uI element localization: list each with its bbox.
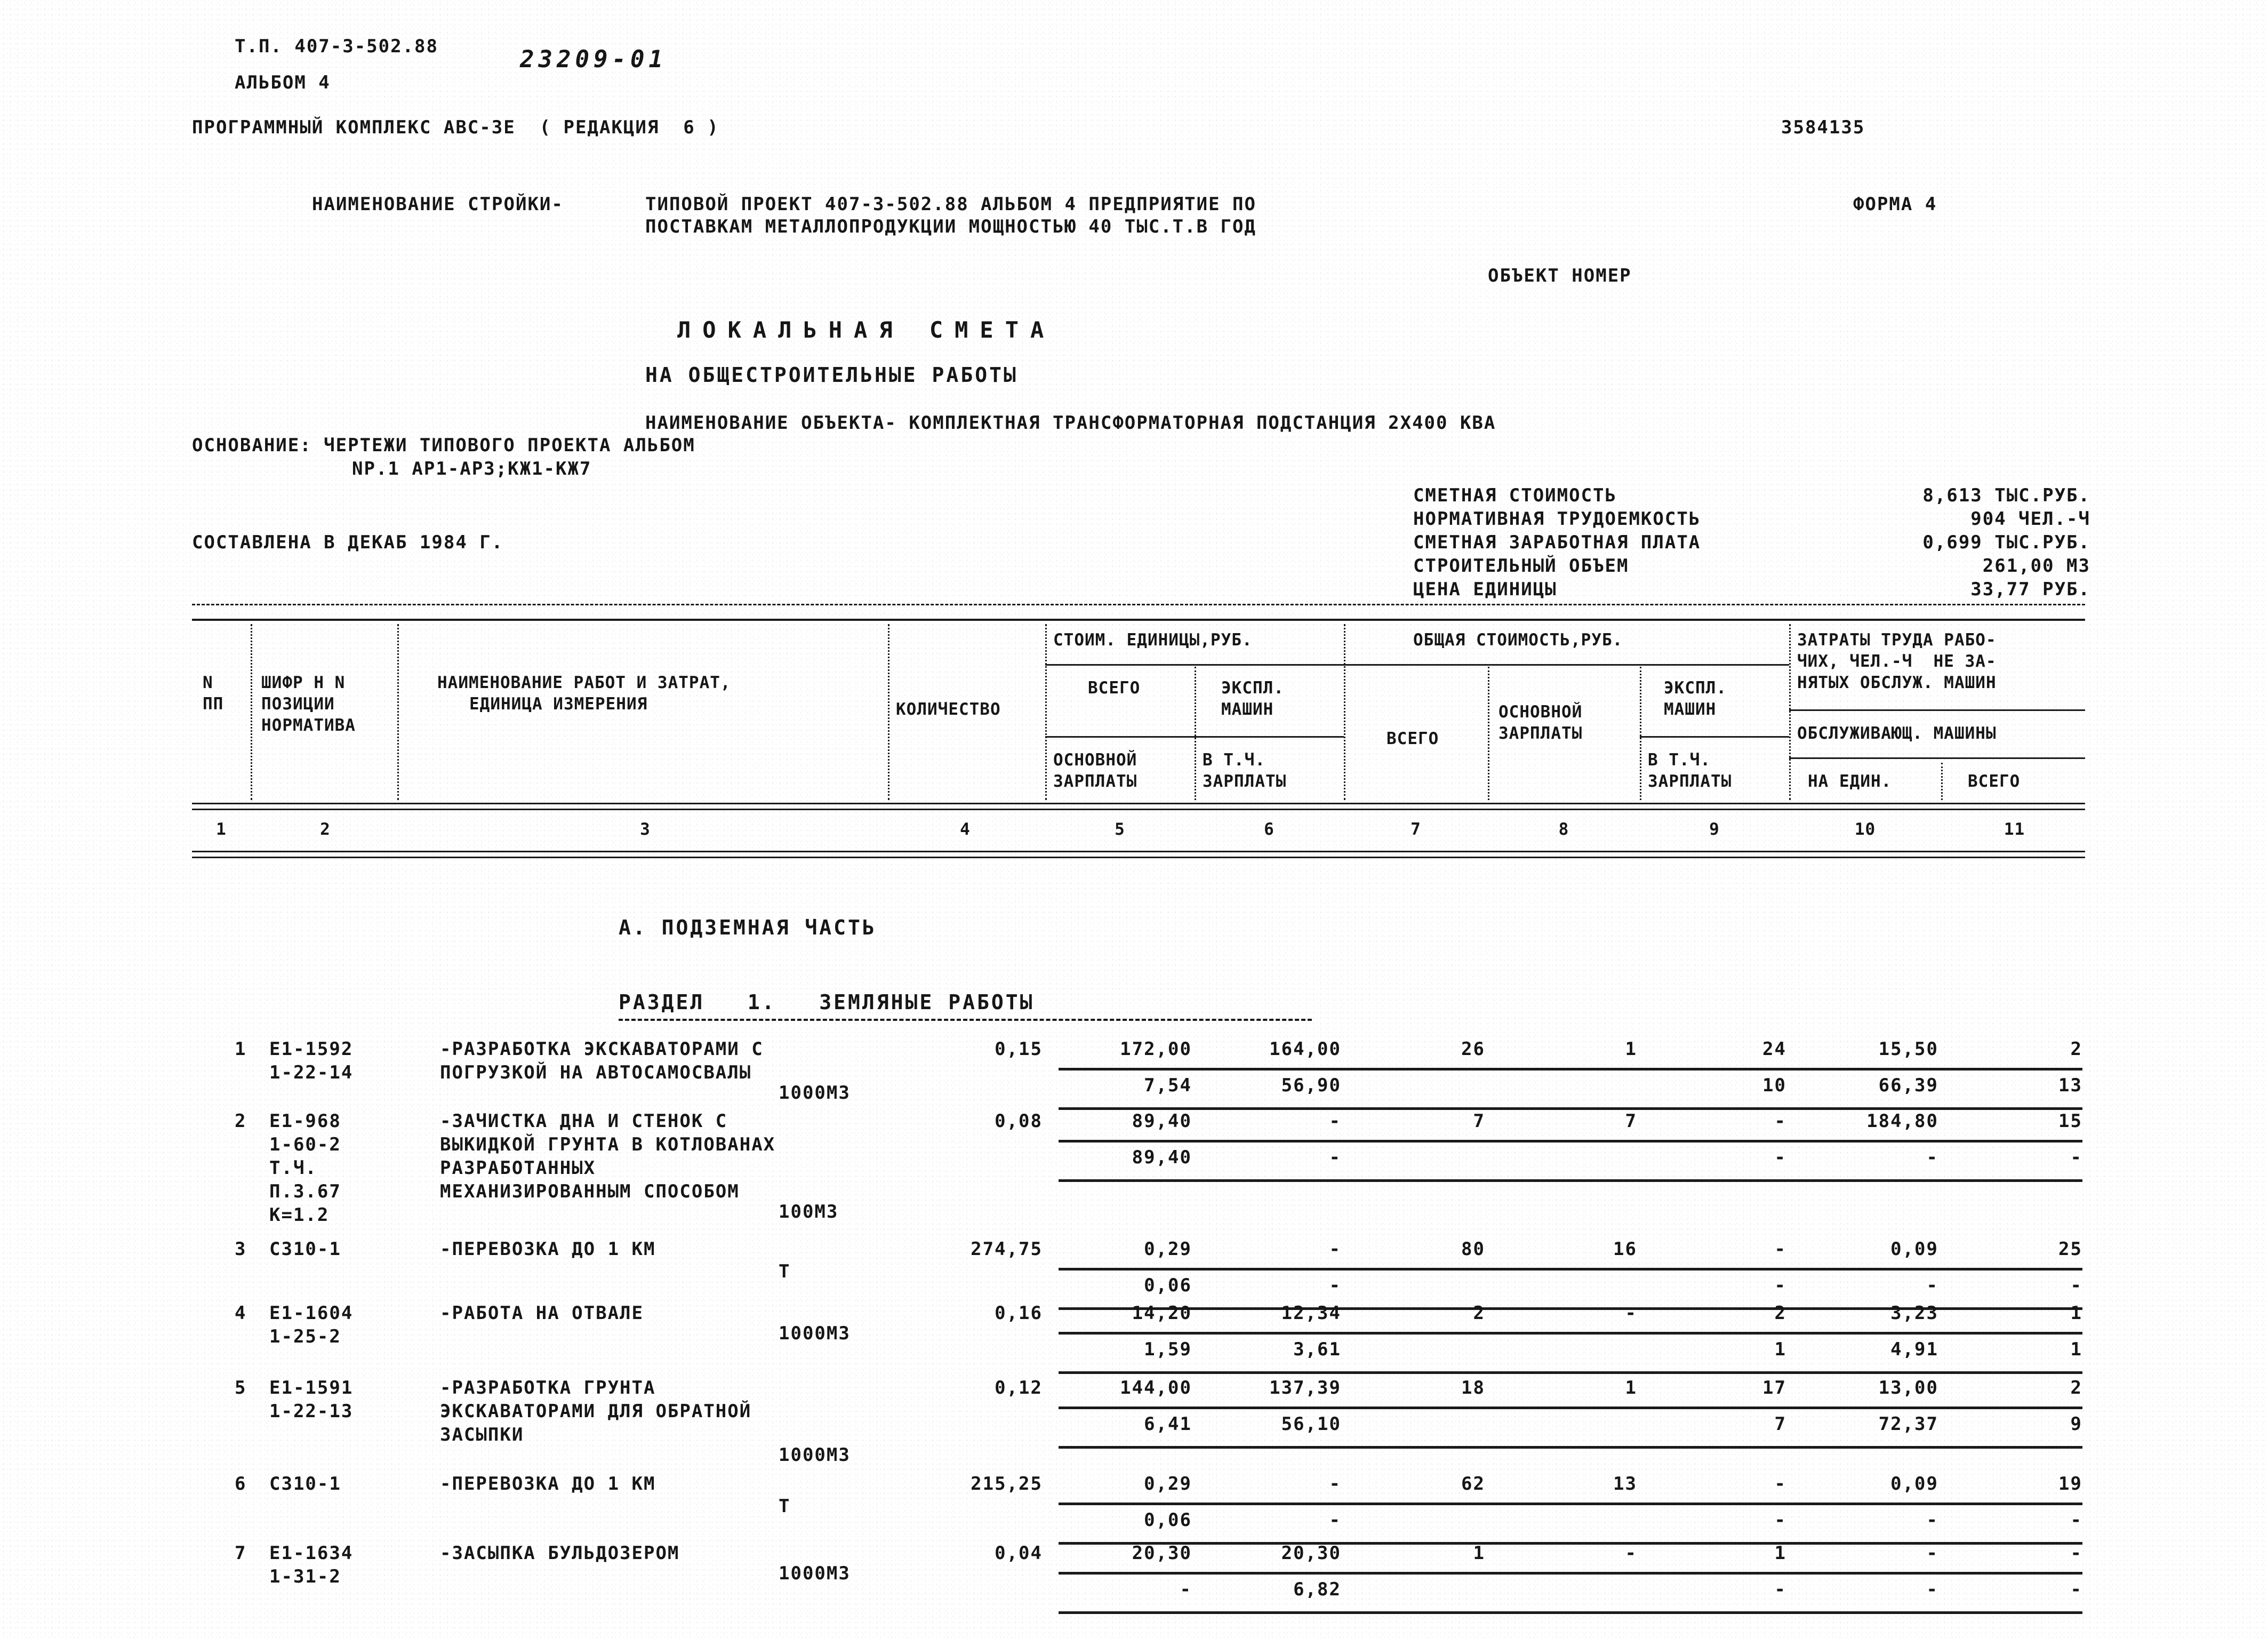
part-title: А. ПОДЗЕМНАЯ ЧАСТЬ [619, 916, 877, 939]
row-unit: 100М3 [779, 1201, 839, 1222]
row-total-wage: - [1625, 1303, 1637, 1324]
labor-group-header: ЧИХ, ЧЕЛ.-Ч НЕ ЗА- [1797, 652, 1997, 671]
row-number: 2 [235, 1110, 247, 1132]
row-unit: 1000М3 [779, 1082, 851, 1104]
col-n-header: N [203, 673, 213, 692]
total-wage-header: ОСНОВНОЙ [1498, 702, 1583, 722]
section-underline [619, 1019, 1312, 1021]
row-total-machines: - [1774, 1110, 1786, 1132]
row-unit-machines: - [1329, 1473, 1341, 1495]
total-machines-header: МАШИН [1664, 700, 1717, 719]
row-total-cost: 26 [1461, 1038, 1485, 1060]
row-quantity: 0,12 [995, 1377, 1043, 1399]
total-machines-header: ЭКСПЛ. [1664, 678, 1727, 698]
row-underline [1059, 1572, 2082, 1575]
row-underline [1059, 1179, 2082, 1182]
row-total-wage: 16 [1613, 1239, 1637, 1260]
header-sub-line [1045, 736, 1344, 738]
row-total-cost: 1 [1473, 1543, 1485, 1564]
program-line: ПРОГРАММНЫЙ КОМПЛЕКС АВС-ЗЕ ( РЕДАКЦИЯ 6 ) [192, 117, 719, 138]
row-labor-per-unit: 13,00 [1878, 1377, 1938, 1399]
row-unit-cost: 20,30 [1132, 1543, 1192, 1564]
row-unit-machines-wage: - [1329, 1275, 1341, 1296]
row-total-machines: 1 [1774, 1543, 1786, 1564]
row-unit-machines-wage: - [1329, 1509, 1341, 1531]
row-number: 7 [235, 1543, 247, 1564]
row-unit-cost-wage: 1,59 [1144, 1339, 1192, 1360]
doc-code: Т.П. 407-3-502.88 [235, 36, 438, 57]
row-labor-total-wage: 13 [2058, 1075, 2082, 1096]
total-header: ВСЕГО [1387, 729, 1439, 748]
unit-wage-header: ЗАРПЛАТЫ [1053, 772, 1137, 791]
summary-value: 0,699 ТЫС.РУБ. [1922, 532, 2090, 553]
row-work-name: РАЗРАБОТАННЫХ [440, 1157, 596, 1179]
row-unit-cost-wage: 7,54 [1144, 1075, 1192, 1096]
row-underline [1059, 1503, 2082, 1505]
row-underline [1059, 1407, 2082, 1409]
doc-stamp: 23209-01 [520, 46, 667, 73]
header-top-rule [192, 604, 2085, 605]
row-total-machines-wage: - [1774, 1579, 1786, 1600]
row-unit-machines: - [1329, 1110, 1341, 1132]
header-top-line [192, 619, 2085, 621]
document-title: ЛОКАЛЬНАЯ СМЕТА [677, 317, 1056, 343]
row-labor-total-wage: - [2070, 1275, 2082, 1296]
row-labor-per-unit-wage: - [1926, 1147, 1938, 1168]
summary-value: 33,77 РУБ. [1970, 579, 2090, 600]
row-total-machines-wage: - [1774, 1509, 1786, 1531]
row-unit-cost: 89,40 [1132, 1110, 1192, 1132]
row-total-cost: 80 [1461, 1239, 1485, 1260]
row-total-machines: - [1774, 1239, 1786, 1260]
object-number-label: ОБЪЕКТ НОМЕР [1488, 265, 1632, 286]
col-divider [1789, 624, 1791, 800]
unit-machines-header: ЭКСПЛ. [1221, 678, 1284, 698]
row-total-wage: 7 [1625, 1110, 1637, 1132]
row-unit-cost: 172,00 [1120, 1038, 1192, 1060]
row-total-wage: 1 [1625, 1038, 1637, 1060]
row-underline [1059, 1107, 2082, 1110]
row-labor-total: 15 [2058, 1110, 2082, 1132]
header-sub-line [1640, 736, 1789, 738]
works-title: НА ОБЩЕСТРОИТЕЛЬНЫЕ РАБОТЫ [645, 363, 1018, 387]
row-labor-per-unit-wage: 72,37 [1878, 1413, 1938, 1435]
row-quantity: 0,04 [995, 1543, 1043, 1564]
row-underline [1059, 1371, 2082, 1374]
unit-machines-header: МАШИН [1221, 700, 1274, 719]
row-labor-total-wage: - [2070, 1509, 2082, 1531]
row-underline [1059, 1268, 2082, 1271]
object-name: НАИМЕНОВАНИЕ ОБЪЕКТА- КОМПЛЕКТНАЯ ТРАНСФОРМАТОРНАЯ ПОДСТАНЦИЯ 2Х400 КВА [645, 412, 1496, 434]
row-total-machines: 2 [1774, 1303, 1786, 1324]
col-divider [1195, 667, 1196, 800]
row-unit-machines: 137,39 [1269, 1377, 1341, 1399]
row-quantity: 0,08 [995, 1110, 1043, 1132]
row-underline [1059, 1332, 2082, 1335]
row-work-name: -ЗАСЫПКА БУЛЬДОЗЕРОМ [440, 1543, 680, 1564]
header-sub-line [1789, 709, 2085, 711]
col-number: 1 [216, 820, 227, 839]
row-work-name: ПОГРУЗКОЙ НА АВТОСАМОСВАЛЫ [440, 1062, 752, 1083]
row-unit-cost: 0,29 [1144, 1239, 1192, 1260]
row-code: Е1-1604 [269, 1303, 354, 1324]
row-unit-machines: - [1329, 1239, 1341, 1260]
row-unit-cost: 14,20 [1132, 1303, 1192, 1324]
row-code: 1-60-2 [269, 1134, 341, 1155]
summary-label: НОРМАТИВНАЯ ТРУДОЕМКОСТЬ [1413, 508, 1701, 530]
row-unit: 1000М3 [779, 1323, 851, 1344]
row-labor-total-wage: 1 [2070, 1339, 2082, 1360]
row-total-cost: 18 [1461, 1377, 1485, 1399]
col-divider [1941, 763, 1943, 800]
col-divider [1640, 667, 1641, 800]
row-labor-total: 2 [2070, 1377, 2082, 1399]
summary-label: СМЕТНАЯ ЗАРАБОТНАЯ ПЛАТА [1413, 532, 1701, 553]
row-labor-per-unit-wage: 4,91 [1890, 1339, 1938, 1360]
summary-value: 261,00 М3 [1982, 555, 2090, 577]
row-labor-per-unit: 184,80 [1866, 1110, 1938, 1132]
labor-machines-header: ОБСЛУЖИВАЮЩ. МАШИНЫ [1797, 724, 1997, 743]
row-total-machines-wage: - [1774, 1147, 1786, 1168]
row-labor-per-unit-wage: 66,39 [1878, 1075, 1938, 1096]
row-underline [1059, 1446, 2082, 1449]
header-sub-line [1344, 664, 1789, 666]
row-unit-cost-wage: 89,40 [1132, 1147, 1192, 1168]
col-n-header: ПП [203, 694, 224, 714]
col-divider [397, 624, 399, 800]
row-total-machines: 24 [1762, 1038, 1786, 1060]
row-quantity: 0,16 [995, 1303, 1043, 1324]
col-number: 5 [1115, 820, 1125, 839]
col-divider [1488, 667, 1489, 800]
unit-machine-wage-header: В Т.Ч. [1203, 750, 1265, 770]
row-labor-total-wage: - [2070, 1147, 2082, 1168]
row-work-name: -ПЕРЕВОЗКА ДО 1 КМ [440, 1473, 656, 1495]
summary-label: СМЕТНАЯ СТОИМОСТЬ [1413, 485, 1617, 506]
col-number: 11 [2003, 820, 2025, 839]
header-double-line [192, 803, 2085, 810]
row-code: Е1-1591 [269, 1377, 354, 1399]
row-number: 4 [235, 1303, 247, 1324]
col-number: 2 [320, 820, 331, 839]
row-labor-total-wage: 9 [2070, 1413, 2082, 1435]
row-unit-cost-wage: 6,41 [1144, 1413, 1192, 1435]
col-number: 6 [1264, 820, 1275, 839]
col-name-header: ЕДИНИЦА ИЗМЕРЕНИЯ [469, 694, 648, 714]
row-work-name: МЕХАНИЗИРОВАННЫМ СПОСОБОМ [440, 1181, 740, 1202]
row-number: 1 [235, 1038, 247, 1060]
row-code: П.3.67 [269, 1181, 341, 1202]
row-underline [1059, 1611, 2082, 1614]
row-work-name: ЭКСКАВАТОРАМИ ДЛЯ ОБРАТНОЙ [440, 1401, 752, 1422]
form-label: ФОРМА 4 [1853, 194, 1937, 215]
row-unit-cost-wage: - [1180, 1579, 1192, 1600]
row-total-machines-wage: 7 [1774, 1413, 1786, 1435]
total-machine-wage-header: В Т.Ч. [1648, 750, 1711, 770]
summary-label: СТРОИТЕЛЬНЫЙ ОБЪЕМ [1413, 555, 1629, 577]
col-divider [888, 624, 889, 800]
header-sub-line [1045, 664, 1344, 666]
row-number: 6 [235, 1473, 247, 1495]
col-divider [251, 624, 252, 800]
summary-value: 904 ЧЕЛ.-Ч [1970, 508, 2090, 530]
row-quantity: 0,15 [995, 1038, 1043, 1060]
row-labor-total: 25 [2058, 1239, 2082, 1260]
row-labor-per-unit-wage: - [1926, 1275, 1938, 1296]
row-code: К=1.2 [269, 1204, 330, 1226]
summary-label: ЦЕНА ЕДИНИЦЫ [1413, 579, 1557, 600]
unit-cost-group-header: СТОИМ. ЕДИНИЦЫ,РУБ. [1053, 630, 1253, 650]
basis-line-2: NP.1 AP1-AP3;КЖ1-КЖ7 [352, 458, 592, 480]
row-work-name: ЗАСЫПКИ [440, 1424, 524, 1445]
album-label: АЛЬБОМ 4 [235, 72, 331, 93]
row-underline [1059, 1140, 2082, 1142]
row-total-cost: 2 [1473, 1303, 1485, 1324]
row-code: Т.Ч. [269, 1157, 317, 1179]
row-total-wage: 13 [1613, 1473, 1637, 1495]
row-unit-machines: 12,34 [1281, 1303, 1341, 1324]
row-labor-per-unit: 15,50 [1878, 1038, 1938, 1060]
col-code-header: НОРМАТИВА [261, 716, 356, 735]
row-labor-per-unit: 0,09 [1890, 1239, 1938, 1260]
row-unit-machines-wage: 56,10 [1281, 1413, 1341, 1435]
col-number: 10 [1854, 820, 1876, 839]
row-labor-total: 2 [2070, 1038, 2082, 1060]
row-total-cost: 62 [1461, 1473, 1485, 1495]
total-machine-wage-header: ЗАРПЛАТЫ [1648, 772, 1732, 791]
header-sub-line [1789, 757, 2085, 759]
row-total-wage: 1 [1625, 1377, 1637, 1399]
row-code: С310-1 [269, 1473, 341, 1495]
row-total-machines: 17 [1762, 1377, 1786, 1399]
row-code: 1-22-13 [269, 1401, 354, 1422]
row-work-name: -ПЕРЕВОЗКА ДО 1 КМ [440, 1239, 656, 1260]
row-unit-machines: 20,30 [1281, 1543, 1341, 1564]
row-code: 1-25-2 [269, 1326, 341, 1347]
row-labor-total: 19 [2058, 1473, 2082, 1495]
row-code: 1-22-14 [269, 1062, 354, 1083]
labor-total-header: ВСЕГО [1968, 772, 2021, 791]
col-number: 9 [1709, 820, 1720, 839]
row-underline [1059, 1068, 2082, 1070]
total-cost-group-header: ОБЩАЯ СТОИМОСТЬ,РУБ. [1413, 630, 1623, 650]
row-unit-cost-wage: 0,06 [1144, 1509, 1192, 1531]
row-unit-cost: 0,29 [1144, 1473, 1192, 1495]
labor-group-header: ЗАТРАТЫ ТРУДА РАБО- [1797, 630, 1997, 650]
col-number: 7 [1411, 820, 1421, 839]
row-unit: Т [779, 1261, 791, 1282]
row-total-machines: - [1774, 1473, 1786, 1495]
row-work-name: ВЫКИДКОЙ ГРУНТА В КОТЛОВАНАХ [440, 1134, 776, 1155]
row-work-name: -РАЗРАБОТКА ЭКСКАВАТОРАМИ С [440, 1038, 764, 1060]
col-divider [1344, 624, 1345, 800]
unit-wage-header: ОСНОВНОЙ [1053, 750, 1137, 770]
col-code-header: ПОЗИЦИИ [261, 694, 335, 714]
row-work-name: -РАБОТА НА ОТВАЛЕ [440, 1303, 644, 1324]
row-unit-machines-wage: - [1329, 1147, 1341, 1168]
row-total-cost: 7 [1473, 1110, 1485, 1132]
unit-total-header: ВСЕГО [1088, 678, 1141, 698]
row-labor-per-unit: 0,09 [1890, 1473, 1938, 1495]
row-code: Е1-1634 [269, 1543, 354, 1564]
row-labor-per-unit-wage: - [1926, 1579, 1938, 1600]
col-code-header: ШИФР Н N [261, 673, 346, 692]
row-labor-total: - [2070, 1543, 2082, 1564]
basis-line-1: ОСНОВАНИЕ: ЧЕРТЕЖИ ТИПОВОГО ПРОЕКТА АЛЬБОМ [192, 435, 695, 456]
row-unit: 1000М3 [779, 1563, 851, 1584]
row-unit-machines-wage: 6,82 [1293, 1579, 1341, 1600]
row-total-machines-wage: - [1774, 1275, 1786, 1296]
row-number: 3 [235, 1239, 247, 1260]
site-label: НАИМЕНОВАНИЕ СТРОЙКИ- [312, 194, 564, 215]
row-unit-machines-wage: 3,61 [1293, 1339, 1341, 1360]
total-wage-header: ЗАРПЛАТЫ [1498, 724, 1583, 743]
col-name-header: НАИМЕНОВАНИЕ РАБОТ И ЗАТРАТ, [437, 673, 731, 692]
row-code: 1-31-2 [269, 1566, 341, 1587]
row-unit-machines-wage: 56,90 [1281, 1075, 1341, 1096]
row-labor-per-unit-wage: - [1926, 1509, 1938, 1531]
row-unit-cost-wage: 0,06 [1144, 1275, 1192, 1296]
row-total-machines-wage: 10 [1762, 1075, 1786, 1096]
row-work-name: -ЗАЧИСТКА ДНА И СТЕНОК С [440, 1110, 728, 1132]
row-total-wage: - [1625, 1543, 1637, 1564]
col-number: 4 [960, 820, 971, 839]
unit-machine-wage-header: ЗАРПЛАТЫ [1203, 772, 1287, 791]
col-number: 8 [1558, 820, 1569, 839]
row-unit: Т [779, 1496, 791, 1517]
section-title: РАЗДЕЛ 1. ЗЕМЛЯНЫЕ РАБОТЫ [619, 990, 1035, 1014]
row-labor-total: 1 [2070, 1303, 2082, 1324]
row-labor-per-unit: - [1926, 1543, 1938, 1564]
site-line-2: ПОСТАВКАМ МЕТАЛЛОПРОДУКЦИИ МОЩНОСТЬЮ 40 ТЫС.Т.В ГОД [645, 216, 1256, 237]
site-line-1: ТИПОВОЙ ПРОЕКТ 407-3-502.88 АЛЬБОМ 4 ПРЕДПРИЯТИЕ ПО [645, 194, 1256, 215]
row-number: 5 [235, 1377, 247, 1399]
row-code: Е1-1592 [269, 1038, 354, 1060]
row-unit: 1000М3 [779, 1444, 851, 1466]
row-quantity: 274,75 [971, 1239, 1043, 1260]
summary-value: 8,613 ТЫС.РУБ. [1922, 485, 2090, 506]
row-total-machines-wage: 1 [1774, 1339, 1786, 1360]
col-number: 3 [640, 820, 651, 839]
row-unit-cost: 144,00 [1120, 1377, 1192, 1399]
doc-number: 3584135 [1781, 117, 1865, 138]
col-divider [1045, 624, 1047, 800]
row-unit-machines: 164,00 [1269, 1038, 1341, 1060]
col-qty-header: КОЛИЧЕСТВО [896, 700, 1001, 719]
labor-group-header: НЯТЫХ ОБСЛУЖ. МАШИН [1797, 673, 1997, 692]
row-quantity: 215,25 [971, 1473, 1043, 1495]
row-code: С310-1 [269, 1239, 341, 1260]
row-labor-per-unit: 3,23 [1890, 1303, 1938, 1324]
row-code: Е1-968 [269, 1110, 341, 1132]
labor-per-unit-header: НА ЕДИН. [1808, 772, 1892, 791]
compiled-date: СОСТАВЛЕНА В ДЕКАБ 1984 Г. [192, 532, 504, 553]
header-bottom-double-line [192, 851, 2085, 858]
row-labor-total-wage: - [2070, 1579, 2082, 1600]
row-work-name: -РАЗРАБОТКА ГРУНТА [440, 1377, 656, 1399]
